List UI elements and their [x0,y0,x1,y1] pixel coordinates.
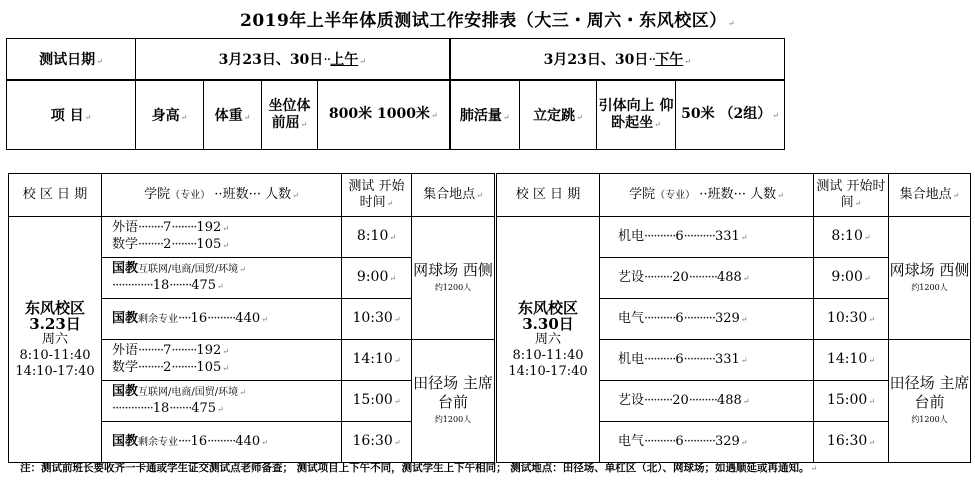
right-site-2: 田径场 主席台前 约1200人 [889,340,971,463]
right-time-5: 15:00↵ [814,381,889,422]
right-site-1: 网球场 西侧 约1200人 [889,217,971,340]
detail-table [8,173,971,463]
left-site-1: 网球场 西侧 约1200人 [412,217,496,340]
header-meet: 集合地点↵ [412,174,496,217]
footnote: 注：测试前班长要收齐一卡通或学生证交测试点老师备查； 测试项目上下午不同，测试学生上下午相同； 测试地点：田径场、单杠区（北）、网球场；如遇顺延或再通知。↵ [20,462,818,474]
item-sprint: 50米 （2组）↵ [676,80,785,150]
left-time-3: 10:30↵ [342,299,412,340]
page-title: 2019年上半年体质测试工作安排表（大三・周六・东风校区）↵ [239,11,736,31]
item-lung: 肺活量↵ [450,80,520,150]
right-row-4: 机电··········6··········331↵ [600,340,814,381]
left-row-5: 国教互联网/电商/国贸/环境↵ ·············18·······475↵ [102,381,342,422]
header-meet-right: 集合地点↵ [889,174,971,217]
right-campus-info: 东风校区 3.30日 周六 8:10-11:40 14:10-17:40 [496,217,600,463]
left-row-4: 外语········7········192↵ 数学········2········105↵ [102,340,342,381]
header-campus-date: 校 区 日 期 [9,174,102,217]
right-time-4: 14:10↵ [814,340,889,381]
left-row-2: 国教互联网/电商/国贸/环境↵ ·············18·······475↵ [102,258,342,299]
header-campus-date-right: 校 区 日 期 [496,174,600,217]
right-time-6: 16:30↵ [814,422,889,463]
item-jump: 立定跳↵ [520,80,597,150]
test-schedule-table [6,38,785,150]
right-row-3: 电气··········6··········329↵ [600,299,814,340]
left-time-4: 14:10↵ [342,340,412,381]
right-time-2: 9:00↵ [814,258,889,299]
right-row-1: 机电··········6··········331↵ [600,217,814,258]
left-time-6: 16:30↵ [342,422,412,463]
header-start-time: 测试 开始时间↵ [342,174,412,217]
right-time-1: 8:10↵ [814,217,889,258]
header-college-right: 学院（专业） ··班数··· 人数↵ [600,174,814,217]
left-row-6: 国教剩余专业····16·········440↵ [102,422,342,463]
left-row-1: 外语········7········192↵ 数学········2········105↵ [102,217,342,258]
left-campus-info: 东风校区 3.23日 周六 8:10-11:40 14:10-17:40 [9,217,102,463]
left-site-2: 田径场 主席台前 约1200人 [412,340,496,463]
right-row-5: 艺设·········20·········488↵ [600,381,814,422]
header-start-time-right: 测试 开始时间↵ [814,174,889,217]
item-label: 项 目↵ [7,80,136,150]
left-time-2: 9:00↵ [342,258,412,299]
left-time-1: 8:10↵ [342,217,412,258]
item-run: 800米 1000米↵ [318,80,450,150]
test-date-label: 测试日期↵ [7,39,136,81]
right-time-3: 10:30↵ [814,299,889,340]
item-height: 身高↵ [136,80,204,150]
right-row-6: 电气··········6··········329↵ [600,422,814,463]
item-sit-reach: 坐位体前屈↵ [262,80,318,150]
item-weight: 体重↵ [204,80,262,150]
left-time-5: 15:00↵ [342,381,412,422]
morning-session: 3月23日、30日··上午↵ [136,39,450,81]
afternoon-session: 3月23日、30日··下午↵ [450,39,785,81]
item-pullup: 引体向上 仰卧起坐↵ [597,80,676,150]
right-row-2: 艺设·········20·········488↵ [600,258,814,299]
left-row-3: 国教剩余专业····16·········440↵ [102,299,342,340]
header-college: 学院（专业） ··班数··· 人数↵ [102,174,342,217]
